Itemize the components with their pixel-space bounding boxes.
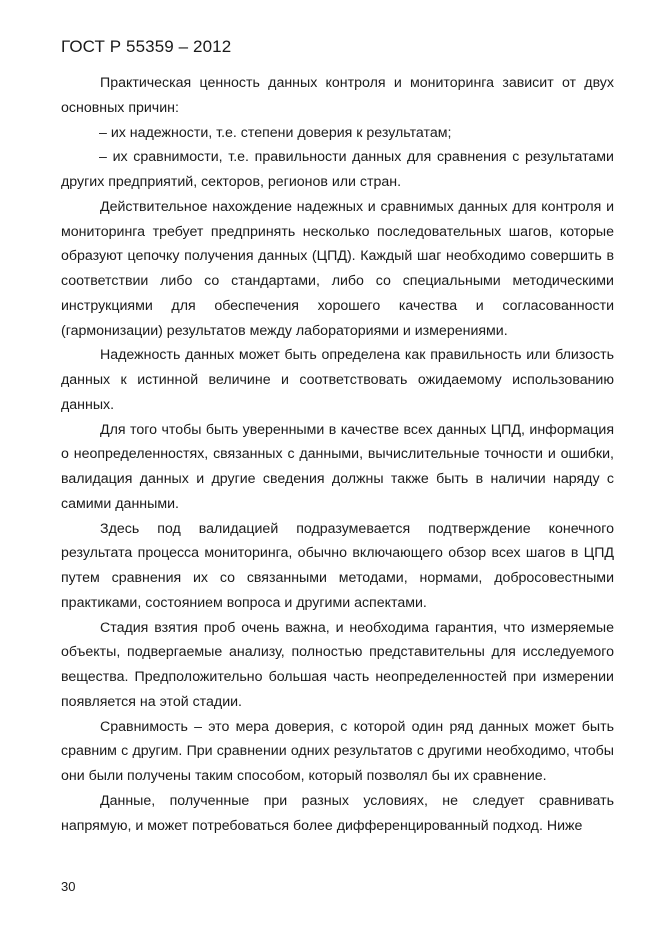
paragraph: Практическая ценность данных контроля и мониторинга зависит от двух основных причин: [61, 75, 614, 116]
page-number: 30 [61, 879, 76, 894]
list-item: – их сравнимости, т.е. правильности данных для сравнения с результатами других предприятий, секторов, регионов или стран. [61, 149, 614, 190]
document-body [61, 71, 614, 838]
paragraph: Для того чтобы быть уверенными в качестве всех данных ЦПД, информация о неопределенностях, связанных с данными, вычислительные точности и ошибки, валидация данных и другие сведения должны также быть в наличии наряду с самими данными. [61, 421, 614, 512]
list-item: – их надежности, т.е. степени доверия к результатам; [99, 124, 452, 141]
paragraph: Надежность данных может быть определена как правильность или близость данных к истинной величине и соответствовать ожидаемому использованию данных. [61, 347, 614, 413]
paragraph: Стадия взятия проб очень важна, и необходима гарантия, что измеряемые объекты, подвергаемые анализу, полностью представительны для исследуемого вещества. Предположительно большая часть неопределенностей при измерении появляется на этой стадии. [61, 619, 614, 710]
paragraph: Данные, полученные при разных условиях, не следует сравнивать напрямую, и может потребоваться более дифференцированный подход. Ниже [61, 792, 614, 834]
paragraph: Сравнимость – это мера доверия, с которой один ряд данных может быть сравним с другим. При сравнении одних результатов с другими необходимо, чтобы они были получены таким способом, который позволял бы их сравнение. [61, 718, 614, 784]
document-header: ГОСТ Р 55359 – 2012 [61, 37, 232, 56]
paragraph: Действительное нахождение надежных и сравнимых данных для контроля и мониторинга требует предпринять несколько последовательных шагов, которые образуют цепочку получения данных (ЦПД). Каждый шаг необходимо совершить в соответствии либо со стандартами, либо со специальными методическими инструкциями для обеспечения хорошего качества и согласованности (гармонизации) результатов между лабораториями и измерениями. [61, 198, 614, 339]
paragraph: Здесь под валидацией подразумевается подтверждение конечного результата процесса мониторинга, обычно включающего обзор всех шагов в ЦПД путем сравнения их со связанными методами, нормами, добросовестными практиками, состоянием вопроса и другими аспектами. [61, 520, 614, 611]
